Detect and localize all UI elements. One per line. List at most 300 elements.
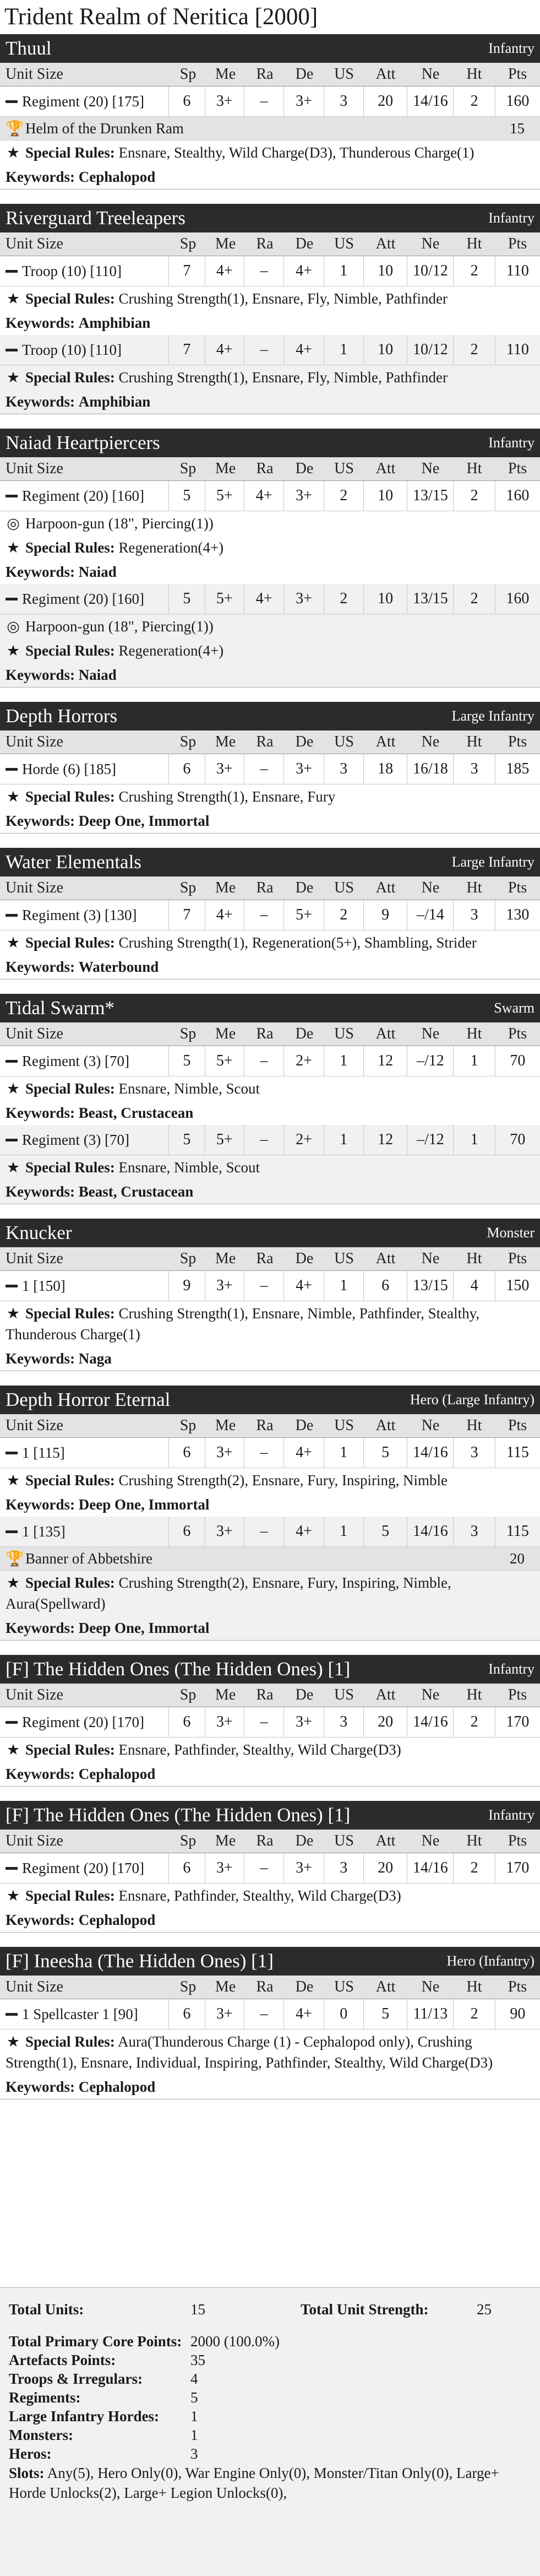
unit-entry xyxy=(0,900,540,979)
army-summary xyxy=(0,2287,540,2576)
special-rules-row xyxy=(0,930,540,955)
stat-me: 5+ xyxy=(205,481,244,511)
keywords-text: Beast, Crustacean xyxy=(78,1105,194,1121)
stat-ra: 4+ xyxy=(244,584,283,614)
column-header: Att xyxy=(375,879,396,896)
column-header: De xyxy=(295,879,314,896)
stat-att: 12 xyxy=(363,1046,407,1076)
special-rules-label: Special Rules: xyxy=(25,1305,115,1322)
stats-header-row xyxy=(0,1830,540,1853)
column-header: Pts xyxy=(508,733,527,750)
stats-header-row xyxy=(0,1684,540,1707)
column-header: Sp xyxy=(179,733,197,750)
unit-header xyxy=(0,1386,540,1414)
stat-ne: 14/16 xyxy=(407,1853,453,1883)
star-icon: ★ xyxy=(6,539,20,556)
unit-entry xyxy=(0,335,540,414)
weapon-row xyxy=(0,511,540,535)
column-header: De xyxy=(295,1686,314,1703)
column-header: Unit Size xyxy=(6,1686,63,1703)
stat-att: 5 xyxy=(363,1438,407,1468)
column-header: US xyxy=(334,1832,354,1849)
unit-size-text: Troop (10) [110] xyxy=(22,263,122,279)
minus-icon[interactable] xyxy=(6,598,18,600)
unit-entry xyxy=(0,1438,540,1517)
upgrade-label: Helm of the Drunken Ram xyxy=(25,120,184,137)
special-rules-row xyxy=(0,535,540,560)
unit-size-cell xyxy=(0,900,168,930)
column-header: Ht xyxy=(466,733,482,750)
stat-ht: 4 xyxy=(453,1271,494,1301)
stat-sp: 6 xyxy=(168,1853,204,1883)
unit-size-cell xyxy=(0,1999,168,2029)
stat-me: 4+ xyxy=(205,335,244,365)
special-rules-text: Crushing Strength(2), Ensnare, Fury, Inspiring, Nimble, Aura(Spellward) xyxy=(6,1574,451,1612)
stat-sp: 9 xyxy=(168,1271,204,1301)
stat-ra: – xyxy=(244,1046,283,1076)
special-rules-row xyxy=(0,1076,540,1101)
special-rules-text: Ensnare, Pathfinder, Stealthy, Wild Charge(D3) xyxy=(118,1887,401,1904)
column-header: Unit Size xyxy=(6,460,63,477)
stat-ra: – xyxy=(244,1271,283,1301)
unit-type: Hero (Infantry) xyxy=(446,1953,534,1969)
column-header: Pts xyxy=(508,879,527,896)
special-rules-row xyxy=(0,1571,540,1616)
special-rules-text: Crushing Strength(1), Ensnare, Fly, Nimble, Pathfinder xyxy=(118,290,448,307)
stat-ne: 14/16 xyxy=(407,86,453,116)
stat-de: 4+ xyxy=(283,256,323,286)
stat-me: 4+ xyxy=(205,900,244,930)
keywords-row xyxy=(0,1762,540,1786)
stat-us: 2 xyxy=(324,481,363,511)
stat-ra: – xyxy=(244,754,283,784)
keywords-row xyxy=(0,311,540,335)
unit-name: [F] The Hidden Ones (The Hidden Ones) [1] xyxy=(6,1658,351,1680)
star-icon: ★ xyxy=(6,642,20,659)
stats-header-row xyxy=(0,876,540,900)
column-header: US xyxy=(334,460,354,477)
keywords-row xyxy=(0,560,540,584)
stat-ne: –/14 xyxy=(407,900,453,930)
stat-sp: 6 xyxy=(168,86,204,116)
keywords-label: Keywords: xyxy=(6,2079,75,2095)
stat-pts: 170 xyxy=(495,1707,540,1737)
column-header: Ht xyxy=(466,1250,482,1267)
star-icon: ★ xyxy=(6,788,20,805)
army-list xyxy=(0,34,540,2114)
minus-icon[interactable] xyxy=(6,1530,18,1533)
column-header: Pts xyxy=(508,460,527,477)
stat-ht: 3 xyxy=(453,1517,494,1546)
unit-entry xyxy=(0,1707,540,1786)
star-icon: ★ xyxy=(6,1574,20,1591)
unit-block xyxy=(0,1386,540,1641)
column-header: Att xyxy=(375,66,396,83)
column-header: Sp xyxy=(179,1250,197,1267)
column-header: Pts xyxy=(508,1417,527,1434)
unit-entry xyxy=(0,481,540,584)
stat-sp: 6 xyxy=(168,1438,204,1468)
stat-ht: 2 xyxy=(453,1707,494,1737)
column-header: Ht xyxy=(466,1832,482,1849)
stat-ra: – xyxy=(244,256,283,286)
minus-icon[interactable] xyxy=(6,349,18,351)
column-header: De xyxy=(295,460,314,477)
special-rules-text: Crushing Strength(1), Ensnare, Fury xyxy=(118,788,336,805)
star-icon: ★ xyxy=(6,1887,20,1904)
column-header: Att xyxy=(375,733,396,750)
unit-size-cell xyxy=(0,335,168,365)
column-header: Ne xyxy=(421,460,440,477)
stat-us: 1 xyxy=(324,256,363,286)
upgrade-row xyxy=(0,117,540,140)
stat-me: 3+ xyxy=(205,1271,244,1301)
stat-ht: 2 xyxy=(453,481,494,511)
minus-icon[interactable] xyxy=(6,1867,18,1870)
column-header: Ht xyxy=(466,1686,482,1703)
unit-size-cell xyxy=(0,1046,168,1076)
keywords-label: Keywords: xyxy=(6,1620,75,1636)
unit-size-text: Troop (10) [110] xyxy=(22,342,122,358)
keywords-label: Keywords: xyxy=(6,959,75,975)
column-header: Me xyxy=(215,1832,236,1849)
unit-size-text: Regiment (20) [170] xyxy=(22,1860,144,1876)
column-header: Unit Size xyxy=(6,1417,63,1434)
stat-us: 0 xyxy=(324,1999,363,2029)
keywords-text: Deep One, Immortal xyxy=(78,813,210,829)
unit-entry xyxy=(0,584,540,687)
stat-att: 5 xyxy=(363,1517,407,1546)
minus-icon[interactable] xyxy=(6,100,18,103)
stat-ra: – xyxy=(244,86,283,116)
column-header: Ra xyxy=(256,1978,274,1995)
weapon-text: Harpoon-gun (18", Piercing(1)) xyxy=(25,618,214,635)
troops-label: Troops & Irregulars: xyxy=(9,2371,143,2387)
stat-us: 3 xyxy=(324,754,363,784)
trophy-icon: 🏆 xyxy=(6,120,24,137)
special-rules-row xyxy=(0,638,540,663)
keywords-row xyxy=(0,955,540,979)
total-strength-value: 25 xyxy=(477,2301,492,2318)
column-header: Att xyxy=(375,1025,396,1042)
stat-att: 9 xyxy=(363,900,407,930)
stat-pts: 115 xyxy=(495,1517,540,1546)
unit-size-text: Regiment (3) [130] xyxy=(22,907,137,923)
column-header: Att xyxy=(375,235,396,252)
column-header: Me xyxy=(215,879,236,896)
stat-de: 3+ xyxy=(283,1707,323,1737)
stat-de: 3+ xyxy=(283,584,323,614)
keywords-text: Beast, Crustacean xyxy=(78,1183,194,1200)
column-header: Ne xyxy=(421,66,440,83)
target-icon: ◎ xyxy=(7,618,20,635)
stat-ne: 16/18 xyxy=(407,754,453,784)
stat-att: 6 xyxy=(363,1271,407,1301)
upgrade-text xyxy=(6,1549,152,1568)
special-rules-row xyxy=(0,1155,540,1179)
stat-de: 4+ xyxy=(283,1999,323,2029)
keywords-row xyxy=(0,389,540,414)
keywords-row xyxy=(0,1346,540,1371)
total-strength-label: Total Unit Strength: xyxy=(301,2301,429,2318)
special-rules-text: Ensnare, Pathfinder, Stealthy, Wild Charge(D3) xyxy=(118,1741,401,1758)
stat-sp: 7 xyxy=(168,256,204,286)
unit-name: Riverguard Treeleapers xyxy=(6,207,186,229)
column-header: Me xyxy=(215,1417,236,1434)
unit-name: Tidal Swarm* xyxy=(6,997,115,1019)
stat-me: 5+ xyxy=(205,584,244,614)
stat-ht: 2 xyxy=(453,335,494,365)
artefacts-label: Artefacts Points: xyxy=(9,2352,116,2368)
column-header: Ra xyxy=(256,1832,274,1849)
column-header: Ra xyxy=(256,733,274,750)
special-rules-label: Special Rules: xyxy=(25,1080,115,1097)
unit-type: Monster xyxy=(487,1225,534,1241)
stats-header-row xyxy=(0,1022,540,1046)
minus-icon[interactable] xyxy=(6,2013,18,2016)
stat-att: 12 xyxy=(363,1125,407,1155)
stats-header-row xyxy=(0,63,540,86)
unit-size-text: 1 [150] xyxy=(22,1278,66,1294)
unit-header xyxy=(0,1219,540,1247)
keywords-row xyxy=(0,663,540,687)
stat-att: 18 xyxy=(363,754,407,784)
stat-pts: 150 xyxy=(495,1271,540,1301)
keywords-text: Amphibian xyxy=(78,315,151,331)
monsters-value: 1 xyxy=(190,2427,198,2443)
special-rules-text: Regeneration(4+) xyxy=(118,539,224,556)
keywords-text: Cephalopod xyxy=(78,1912,156,1928)
column-header: US xyxy=(334,1978,354,1995)
column-header: Ne xyxy=(421,1686,440,1703)
column-header: Ra xyxy=(256,66,274,83)
unit-name: Water Elementals xyxy=(6,851,141,873)
keywords-label: Keywords: xyxy=(6,393,75,410)
unit-size-text: Regiment (3) [70] xyxy=(22,1132,129,1148)
stat-sp: 6 xyxy=(168,754,204,784)
column-header: Unit Size xyxy=(6,235,63,252)
regiments-value: 5 xyxy=(190,2389,198,2406)
stat-de: 2+ xyxy=(283,1125,323,1155)
stat-row xyxy=(0,754,540,784)
column-header: Ht xyxy=(466,1978,482,1995)
slots-label: Slots: xyxy=(9,2465,45,2481)
keywords-text: Cephalopod xyxy=(78,1766,156,1782)
minus-icon[interactable] xyxy=(6,768,18,771)
keywords-row xyxy=(0,165,540,189)
unit-header xyxy=(0,429,540,457)
column-header: Ht xyxy=(466,879,482,896)
column-header: De xyxy=(295,1417,314,1434)
minus-icon[interactable] xyxy=(6,1452,18,1454)
unit-name: Depth Horrors xyxy=(6,705,118,727)
minus-icon[interactable] xyxy=(6,1060,18,1063)
stats-header-row xyxy=(0,232,540,256)
column-header: US xyxy=(334,1025,354,1042)
unit-type: Infantry xyxy=(488,210,534,226)
li-hordes-label: Large Infantry Hordes: xyxy=(9,2408,159,2425)
unit-name: [F] The Hidden Ones (The Hidden Ones) [1] xyxy=(6,1804,351,1826)
stat-us: 1 xyxy=(324,1271,363,1301)
keywords-row xyxy=(0,1179,540,1204)
unit-entry xyxy=(0,1046,540,1125)
star-icon: ★ xyxy=(6,1159,20,1176)
heros-value: 3 xyxy=(190,2445,198,2462)
regiments-label: Regiments: xyxy=(9,2389,81,2406)
column-header: Sp xyxy=(179,879,197,896)
stat-ra: – xyxy=(244,1517,283,1546)
slots-line xyxy=(9,2463,531,2503)
column-header: Unit Size xyxy=(6,66,63,83)
unit-block xyxy=(0,204,540,414)
stat-att: 20 xyxy=(363,1853,407,1883)
keywords-row xyxy=(0,809,540,833)
total-units-label: Total Units: xyxy=(9,2301,84,2318)
unit-size-text: Regiment (20) [160] xyxy=(22,591,144,607)
stats-header-row xyxy=(0,1414,540,1438)
special-rules-row xyxy=(0,365,540,389)
stat-ht: 1 xyxy=(453,1125,494,1155)
unit-name: Knucker xyxy=(6,1222,72,1243)
stat-ne: 14/16 xyxy=(407,1438,453,1468)
stat-att: 10 xyxy=(363,481,407,511)
keywords-text: Cephalopod xyxy=(78,169,156,185)
column-header: De xyxy=(295,66,314,83)
unit-entry xyxy=(0,86,540,189)
special-rules-row xyxy=(0,1738,540,1762)
stat-row xyxy=(0,900,540,930)
unit-entry xyxy=(0,1999,540,2099)
stat-ne: 11/13 xyxy=(407,1999,453,2029)
stats-header-row xyxy=(0,730,540,754)
stat-ne: 13/15 xyxy=(407,481,453,511)
column-header: Me xyxy=(215,1978,236,1995)
unit-block xyxy=(0,1655,540,1787)
unit-type: Infantry xyxy=(488,1807,534,1823)
star-icon: ★ xyxy=(6,290,20,307)
stat-ht: 2 xyxy=(453,584,494,614)
minus-icon[interactable] xyxy=(6,914,18,917)
special-rules-row xyxy=(0,784,540,809)
unit-entry xyxy=(0,754,540,833)
minus-icon[interactable] xyxy=(6,495,18,497)
special-rules-row xyxy=(0,1301,540,1346)
minus-icon[interactable] xyxy=(6,270,18,273)
stat-ra: – xyxy=(244,1438,283,1468)
minus-icon[interactable] xyxy=(6,1721,18,1724)
column-header: US xyxy=(334,1250,354,1267)
special-rules-row xyxy=(0,1468,540,1492)
column-header: Me xyxy=(215,1025,236,1042)
keywords-text: Deep One, Immortal xyxy=(78,1620,210,1636)
keywords-text: Naga xyxy=(78,1350,112,1367)
artefacts-value: 35 xyxy=(190,2352,205,2368)
column-header: Pts xyxy=(508,1250,527,1267)
special-rules-label: Special Rules: xyxy=(25,934,115,951)
stat-ne: 14/16 xyxy=(407,1517,453,1546)
unit-size-cell xyxy=(0,1707,168,1737)
keywords-row xyxy=(0,1492,540,1517)
column-header: Ne xyxy=(421,235,440,252)
stat-de: 5+ xyxy=(283,900,323,930)
keywords-row xyxy=(0,2075,540,2099)
unit-size-cell xyxy=(0,754,168,784)
stat-ht: 3 xyxy=(453,1438,494,1468)
unit-size-cell xyxy=(0,1853,168,1883)
keywords-text: Cephalopod xyxy=(78,2079,156,2095)
keywords-label: Keywords: xyxy=(6,169,75,185)
stat-us: 3 xyxy=(324,1853,363,1883)
column-header: Sp xyxy=(179,1832,197,1849)
column-header: Pts xyxy=(508,66,527,83)
stat-ne: 14/16 xyxy=(407,1707,453,1737)
stat-ra: – xyxy=(244,1999,283,2029)
unit-block xyxy=(0,994,540,1204)
special-rules-label: Special Rules: xyxy=(25,642,115,659)
stat-me: 3+ xyxy=(205,1517,244,1546)
stat-ht: 2 xyxy=(453,256,494,286)
special-rules-label: Special Rules: xyxy=(25,1887,115,1904)
column-header: US xyxy=(334,66,354,83)
column-header: Pts xyxy=(508,1978,527,1995)
stat-pts: 70 xyxy=(495,1046,540,1076)
stat-pts: 160 xyxy=(495,481,540,511)
column-header: De xyxy=(295,1250,314,1267)
stat-att: 20 xyxy=(363,86,407,116)
stat-us: 3 xyxy=(324,86,363,116)
special-rules-text: Crushing Strength(1), Ensnare, Nimble, Pathfinder, Stealthy, Thunderous Charge(1) xyxy=(6,1305,480,1343)
unit-size-cell xyxy=(0,256,168,286)
stat-row xyxy=(0,584,540,614)
stat-ht: 3 xyxy=(453,754,494,784)
stat-ra: – xyxy=(244,1125,283,1155)
upgrade-label: Banner of Abbetshire xyxy=(25,1550,152,1567)
stat-row xyxy=(0,1517,540,1547)
unit-header xyxy=(0,34,540,63)
minus-icon[interactable] xyxy=(6,1139,18,1141)
unit-entry xyxy=(0,1853,540,1932)
stat-de: 4+ xyxy=(283,335,323,365)
keywords-label: Keywords: xyxy=(6,1105,75,1121)
column-header: Ne xyxy=(421,1417,440,1434)
special-rules-label: Special Rules: xyxy=(25,1741,115,1758)
li-hordes-value: 1 xyxy=(190,2408,198,2425)
special-rules-text: Regeneration(4+) xyxy=(118,642,224,659)
stat-ra: 4+ xyxy=(244,481,283,511)
weapon-text: Harpoon-gun (18", Piercing(1)) xyxy=(25,515,214,532)
special-rules-row xyxy=(0,286,540,311)
unit-block xyxy=(0,1801,540,1933)
unit-header xyxy=(0,1801,540,1830)
stat-us: 1 xyxy=(324,1517,363,1546)
stat-pts: 185 xyxy=(495,754,540,784)
stat-ht: 2 xyxy=(453,1853,494,1883)
stat-ne: 13/15 xyxy=(407,1271,453,1301)
stat-row xyxy=(0,335,540,365)
column-header: Sp xyxy=(179,1417,197,1434)
column-header: Me xyxy=(215,460,236,477)
column-header: Pts xyxy=(508,1025,527,1042)
keywords-label: Keywords: xyxy=(6,315,75,331)
stats-header-row xyxy=(0,457,540,481)
upgrade-text xyxy=(6,118,184,138)
stat-row xyxy=(0,1271,540,1301)
stat-de: 4+ xyxy=(283,1271,323,1301)
unit-header xyxy=(0,1655,540,1684)
minus-icon[interactable] xyxy=(6,1285,18,1287)
column-header: Ra xyxy=(256,1025,274,1042)
special-rules-label: Special Rules: xyxy=(25,788,115,805)
